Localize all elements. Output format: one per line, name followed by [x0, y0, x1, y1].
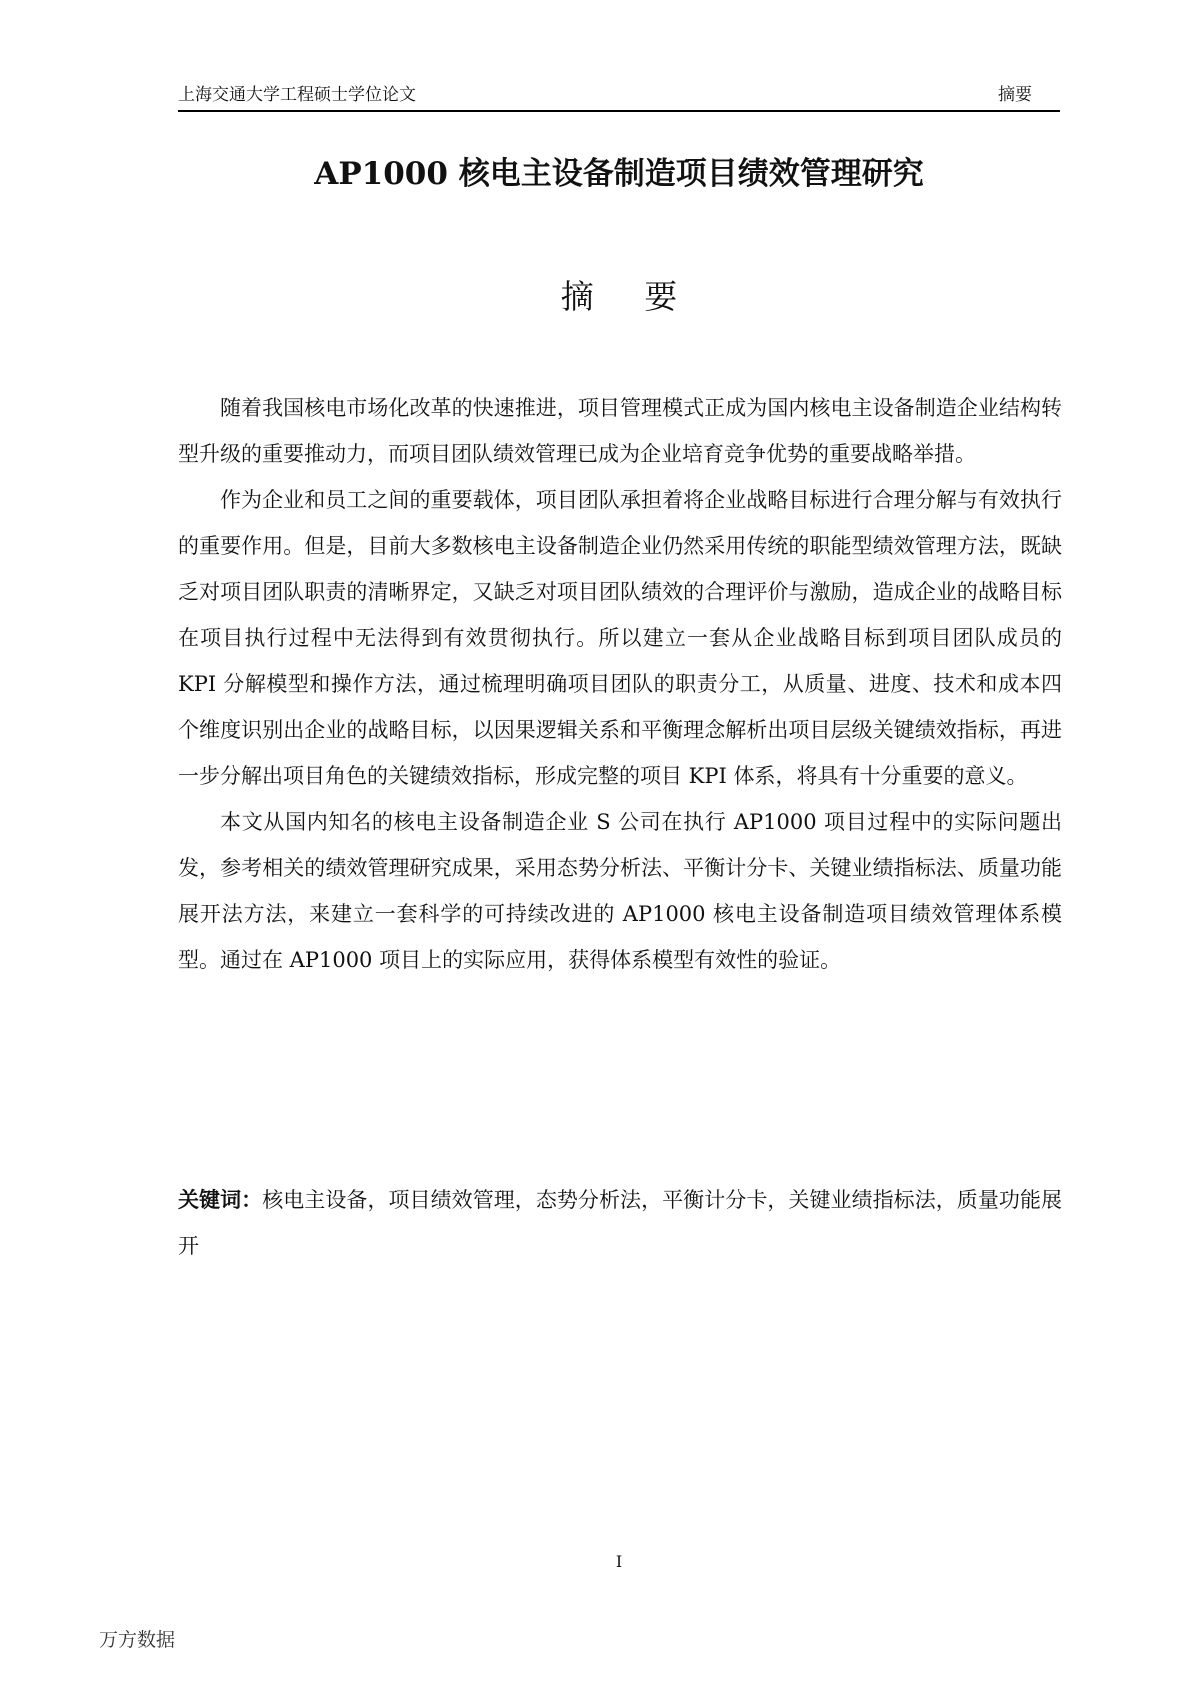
thesis-title: AP1000 核电主设备制造项目绩效管理研究 — [314, 156, 924, 192]
abstract-paragraph-3: 本文从国内知名的核电主设备制造企业 S 公司在执行 AP1000 项目过程中的实际问题出发，参考相关的绩效管理研究成果，采用态势分析法、平衡计分卡、关键业绩指标法、质量功能展开法方法，来建立一套科学的可持续改进的 AP1000 核电主设备制造项目绩效管理体系模型。通过在 AP1000 项目上的实际应用，获得体系模型有效性的验证。 — [178, 810, 1062, 972]
running-header — [178, 84, 1060, 112]
abstract-body — [178, 385, 1062, 983]
keywords-label: 关键词： — [178, 1187, 263, 1212]
source-watermark: 万方数据 — [99, 1629, 176, 1651]
abstract-paragraph-1: 随着我国核电市场化改革的快速推进，项目管理模式正成为国内核电主设备制造企业结构转型升级的重要推动力，而项目团队绩效管理已成为企业培育竞争优势的重要战略举措。 — [178, 396, 1062, 466]
abstract-heading: 摘 要 — [560, 277, 698, 316]
header-university-thesis: 上海交通大学工程硕士学位论文 — [178, 85, 416, 105]
page-number: I — [615, 1552, 623, 1571]
abstract-paragraph-2: 作为企业和员工之间的重要载体，项目团队承担着将企业战略目标进行合理分解与有效执行的重要作用。但是，目前大多数核电主设备制造企业仍然采用传统的职能型绩效管理方法，既缺乏对项目团队职责的清晰界定，又缺乏对项目团队绩效的合理评价与激励，造成企业的战略目标在项目执行过程中无法得到有效贯彻执行。所以建立一套从企业战略目标到项目团队成员的 KPI 分解模型和操作方法，通过梳理明确项目团队的职责分工，从质量、进度、技术和成本四个维度识别出企业的战略目标，以因果逻辑关系和平衡理念解析出项目层级关键绩效指标，再进一步分解出项目角色的关键绩效指标，形成完整的项目 KPI 体系，将具有十分重要的意义。 — [178, 488, 1062, 788]
keywords-line — [178, 1177, 1062, 1269]
header-section-name: 摘要 — [998, 85, 1032, 105]
keywords-text: 核电主设备，项目绩效管理，态势分析法，平衡计分卡，关键业绩指标法，质量功能展开 — [178, 1188, 1063, 1258]
